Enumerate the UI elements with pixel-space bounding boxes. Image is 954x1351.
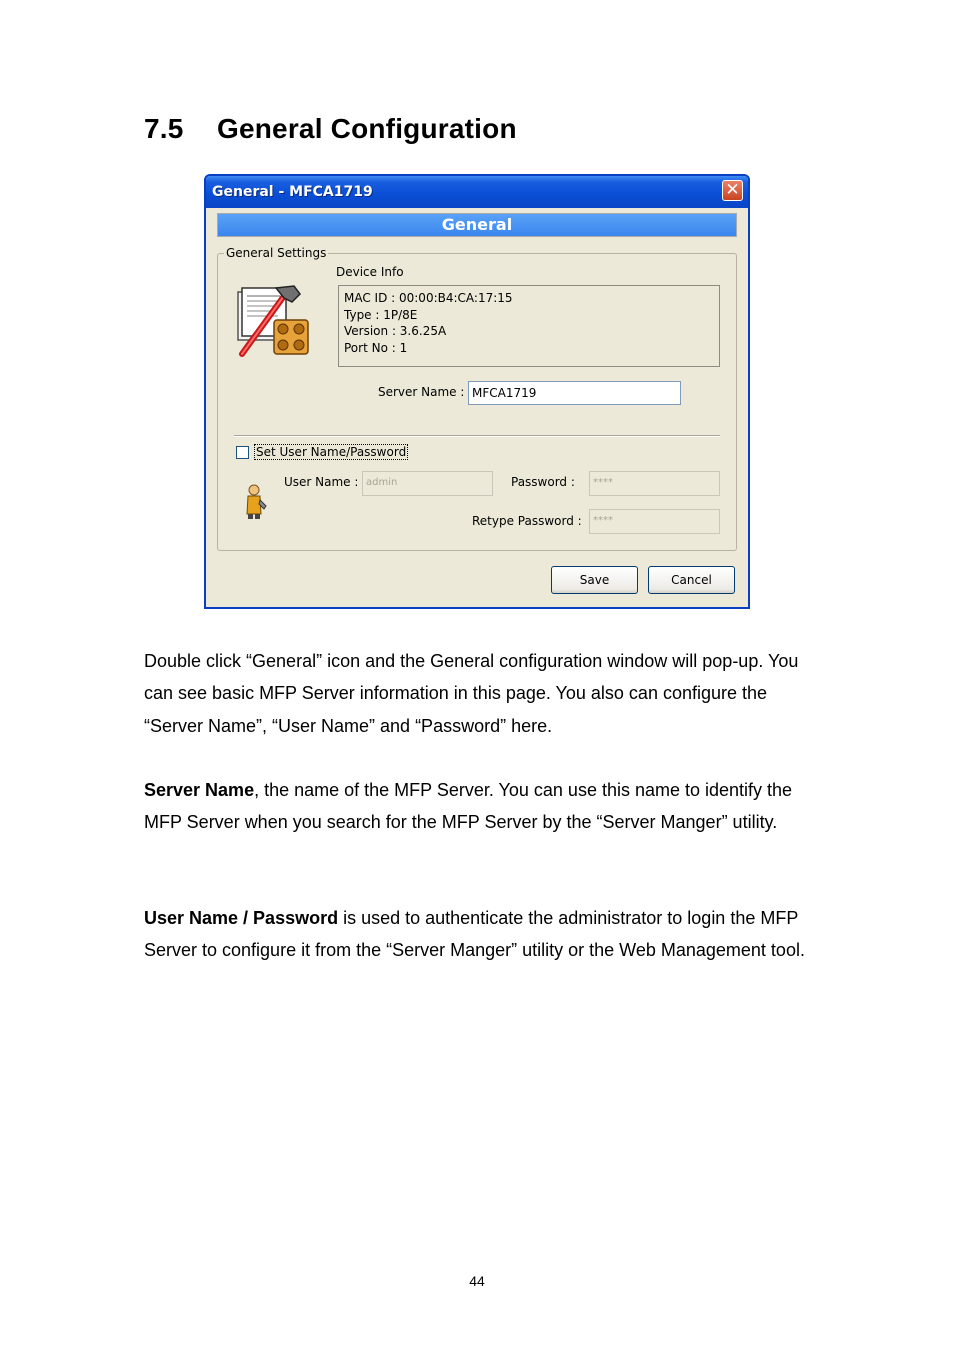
- server-name-paragraph: [144, 774, 824, 839]
- set-user-password-checkbox[interactable]: [236, 446, 249, 459]
- user-password-description: is used to authenticate the administrator to login the MFP Server to configure it from the “Server Manger” utility or the Web Management tool.: [144, 908, 805, 961]
- dialog-titlebar[interactable]: [206, 176, 748, 208]
- retype-password-label: Retype Password :: [472, 514, 582, 528]
- device-mac-id: MAC ID : 00:00:B4:CA:17:15: [344, 291, 513, 305]
- dialog-client: [206, 208, 748, 607]
- general-banner: General: [217, 213, 737, 237]
- server-name-description: , the name of the MFP Server. You can use this name to identify the MFP Server when you search for the MFP Server by the “Server Manger” utility.: [144, 780, 793, 833]
- save-button[interactable]: Save: [551, 566, 638, 594]
- section-heading: [144, 113, 517, 145]
- device-info-box: [338, 285, 720, 367]
- user-icon: [244, 484, 268, 520]
- general-settings-label: General Settings: [226, 246, 327, 260]
- user-name-label: User Name :: [284, 475, 359, 489]
- device-port-no: Port No : 1: [344, 340, 408, 355]
- user-password-term: User Name / Password: [144, 908, 339, 928]
- intro-paragraph: Double click “General” icon and the General configuration window will pop-up. You can see basic MFP Server information in this page. You also can configure the “Server Name”, “User Name” and “Password” here.: [144, 651, 799, 736]
- device-version: Version : 3.6.25A: [344, 324, 447, 338]
- general-settings-group: [217, 246, 737, 551]
- set-user-password-label[interactable]: Set User Name/Password: [256, 445, 407, 459]
- section-number: 7.5: [144, 113, 184, 144]
- close-icon: ✕: [725, 180, 740, 199]
- cancel-button[interactable]: Cancel: [648, 566, 735, 594]
- page-number: 44: [469, 1273, 485, 1289]
- dialog-title: General - MFCA1719: [212, 184, 373, 200]
- user-name-input[interactable]: admin: [362, 471, 493, 496]
- retype-password-input[interactable]: ****: [589, 509, 720, 534]
- settings-tools-icon: [234, 282, 314, 360]
- server-name-label: Server Name :: [378, 385, 465, 399]
- close-button[interactable]: [722, 180, 743, 201]
- section-title: General Configuration: [217, 113, 517, 144]
- server-name-term: Server Name: [144, 780, 255, 800]
- password-label: Password :: [511, 475, 575, 489]
- device-info-label: Device Info: [336, 265, 404, 279]
- general-dialog: [204, 174, 750, 609]
- group-divider: [234, 435, 720, 437]
- device-type: Type : 1P/8E: [344, 307, 418, 322]
- server-name-input[interactable]: MFCA1719: [468, 381, 681, 405]
- password-input[interactable]: ****: [589, 471, 720, 496]
- user-password-paragraph: [144, 902, 824, 967]
